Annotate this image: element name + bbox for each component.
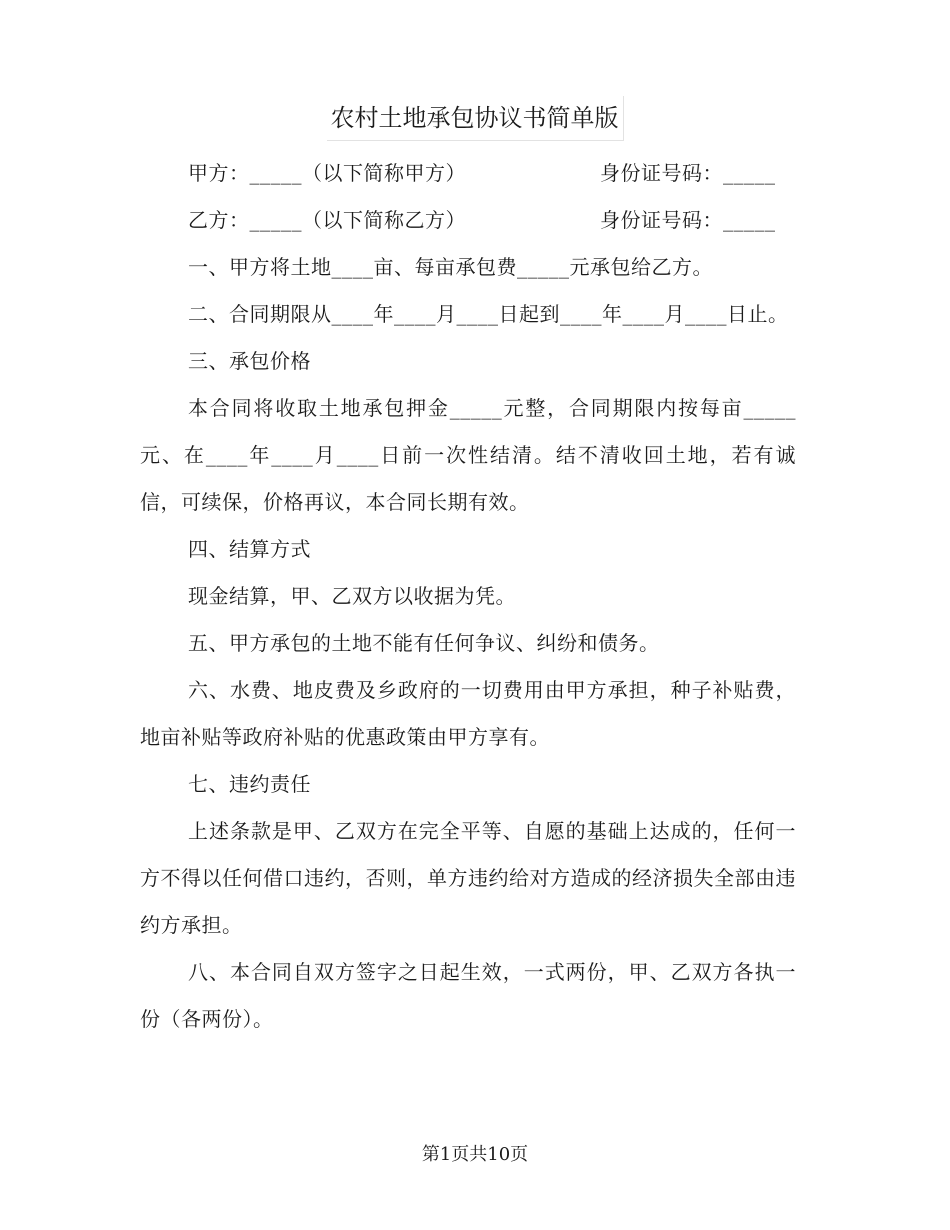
clause-8: 八、本合同自双方签字之日起生效，一式两份，甲、乙双方各执一份（各两份）。 (140, 960, 796, 1031)
clause-6: 六、水费、地皮费及乡政府的一切费用由甲方承担，种子补贴费，地亩补贴等政府补贴的优惠政策由甲方享有。 (140, 678, 796, 749)
party-b-id-label: 身份证号码：_____ (600, 208, 776, 232)
clause-3-heading: 三、承包价格 (188, 349, 311, 373)
clause-7-body: 上述条款是甲、乙双方在完全平等、自愿的基础上达成的，任何一方不得以任何借口违约，否则，单方违约给对方造成的经济损失全部由违约方承担。 (140, 819, 796, 937)
document-title-text: 农村土地承包协议书简单版 (327, 96, 624, 141)
document-title (0, 96, 950, 141)
clause-4-body: 现金结算，甲、乙双方以收据为凭。 (188, 584, 516, 608)
party-a-label: 甲方：_____（以下简称甲方） (188, 161, 466, 185)
clause-1: 一、甲方将土地____亩、每亩承包费_____元承包给乙方。 (188, 255, 713, 279)
party-a-row (140, 150, 796, 197)
document-body (140, 150, 796, 1043)
clause-4-heading: 四、结算方式 (188, 537, 311, 561)
page-footer: 第1页共10页 (421, 1144, 529, 1165)
party-b-label: 乙方：_____（以下简称乙方） (188, 208, 466, 232)
clause-7-heading: 七、违约责任 (188, 772, 311, 796)
clause-2: 二、合同期限从____年____月____日起到____年____月____日止。 (188, 302, 789, 326)
party-b-row (140, 197, 796, 244)
clause-5: 五、甲方承包的土地不能有任何争议、纠纷和债务。 (188, 631, 660, 655)
party-a-id-label: 身份证号码：_____ (600, 161, 776, 185)
clause-3-body: 本合同将收取土地承包押金_____元整，合同期限内按每亩_____元、在____年____月____日前一次性结清。结不清收回土地，若有诚信，可续保，价格再议，本合同长期有效。 (140, 396, 796, 514)
